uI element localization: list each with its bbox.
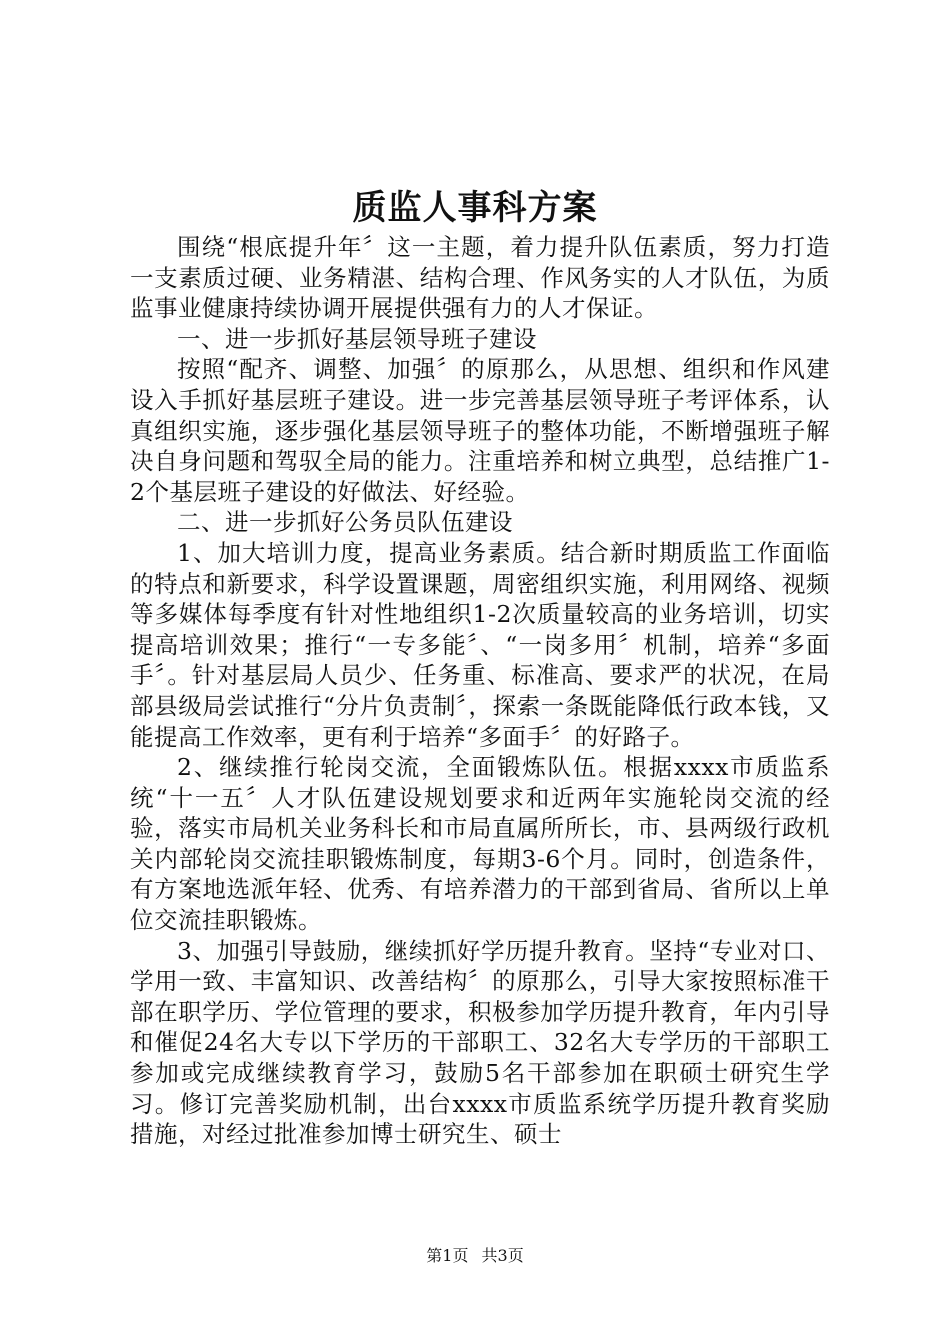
page-total: 共3页 [481, 1246, 524, 1265]
page-number: 第1页 [426, 1246, 469, 1265]
paragraph-item-3: 3、加强引导鼓励，继续抓好学历提升教育。坚持“专业对口、学用一致、丰富知识、改善结构〞的原那么，引导大家按照标准干部在职学历、学位管理的要求，积极参加学历提升教育，年内引导和催促24名大专以下学历的干部职工、32名大专学历的干部职工参加或完成继续教育学习，鼓励5名干部参加在职硕士研究生学习。修订完善奖励机制，出台xxxx市质监系统学历提升教育奖励措施，对经过批准参加博士研究生、硕士 [130, 936, 830, 1149]
paragraph-intro: 围绕“根底提升年〞这一主题，着力提升队伍素质，努力打造一支素质过硬、业务精湛、结构合理、作风务实的人才队伍，为质监事业健康持续协调开展提供强有力的人才保证。 [130, 233, 830, 323]
document-title: 质监人事科方案 [352, 188, 598, 228]
paragraph-item-1: 1、加大培训力度，提高业务素质。结合新时期质监工作面临的特点和新要求，科学设置课题，周密组织实施，利用网络、视频等多媒体每季度有针对性地组织1-2次质量较高的业务培训，切实提高培训效果；推行“一专多能〞、“一岗多用〞机制，培养“多面手〞。针对基层局人员少、任务重、标准高、要求严的状况，在局部县级局尝试推行“分片负责制〞，探索一条既能降低行政本钱，又能提高工作效率，更有利于培养“多面手〞的好路子。 [130, 538, 830, 751]
paragraph-item-2: 2、继续推行轮岗交流，全面锻炼队伍。根据xxxx市质监系统“十一五〞人才队伍建设规划要求和近两年实施轮岗交流的经验，落实市局机关业务科长和市局直属所所长，市、县两级行政机关内部轮岗交流挂职锻炼制度，每期3-6个月。同时，创造条件，有方案地选派年轻、优秀、有培养潜力的干部到省局、省所以上单位交流挂职锻炼。 [130, 753, 830, 935]
section-heading-2: 二、进一步抓好公务员队伍建设 [177, 508, 513, 537]
paragraph-section-1: 按照“配齐、调整、加强〞的原那么，从思想、组织和作风建设入手抓好基层班子建设。进一步完善基层领导班子考评体系，认真组织实施，逐步强化基层领导班子的整体功能，不断增强班子解决自身问题和驾驭全局的能力。注重培养和树立典型，总结推广1-2个基层班子建设的好做法、好经验。 [130, 355, 830, 506]
section-heading-1: 一、进一步抓好基层领导班子建设 [177, 324, 537, 353]
document-body [130, 232, 830, 1150]
page-footer [0, 1245, 950, 1267]
